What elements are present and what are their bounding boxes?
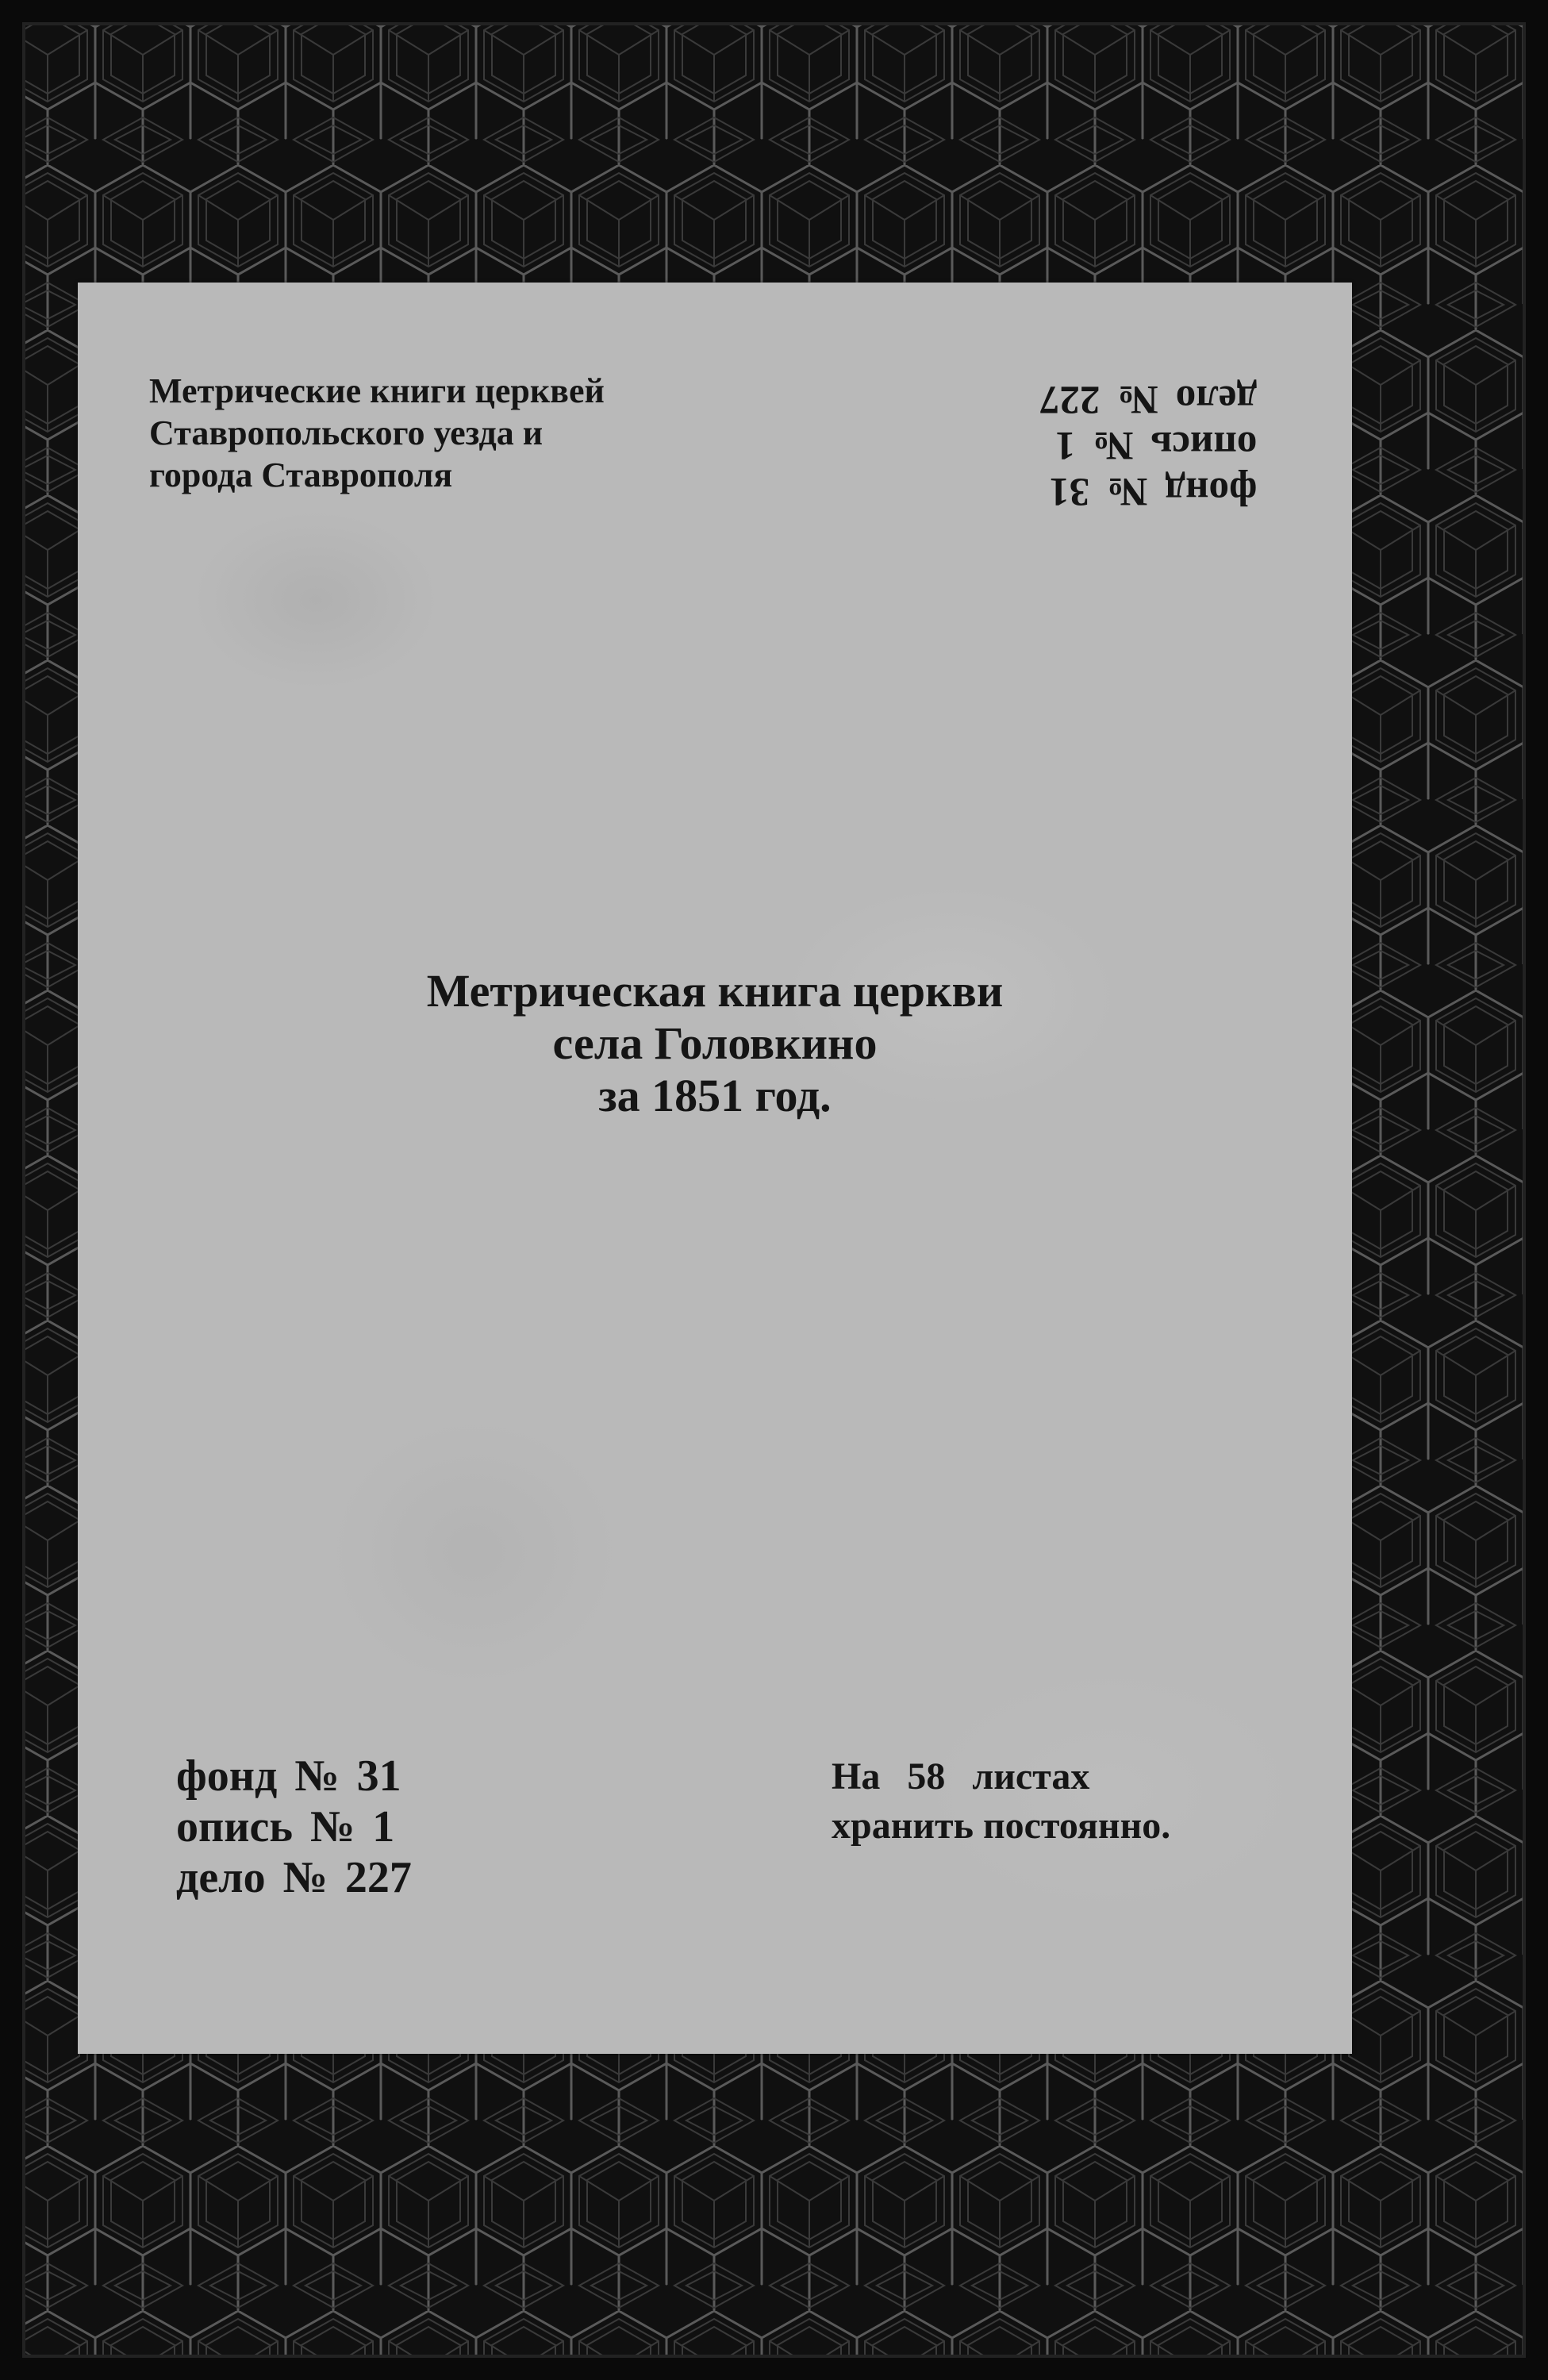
fond-label: фонд	[176, 1751, 278, 1801]
inverted-delo-line	[1039, 376, 1257, 422]
sheet-count-suffix: листах	[972, 1755, 1090, 1797]
opis-label: опись	[176, 1802, 293, 1851]
inverted-opis-sign: №	[1092, 423, 1134, 467]
inverted-fond-label: фонд	[1165, 469, 1257, 513]
sheet-count-value: 58	[907, 1755, 946, 1797]
book-title	[78, 965, 1352, 1122]
opis-sign: №	[310, 1802, 355, 1851]
inverted-opis-value: 1	[1054, 423, 1075, 467]
delo-label: дело	[176, 1853, 266, 1902]
inverted-fond-line	[1039, 468, 1257, 514]
opis-line	[176, 1801, 412, 1852]
inverted-archive-label	[1039, 376, 1257, 514]
inverted-delo-sign: №	[1117, 377, 1158, 421]
sheet-count-line	[832, 1752, 1170, 1801]
opis-value: 1	[372, 1802, 395, 1851]
book-title-line: села Головкино	[552, 1017, 878, 1069]
storage-note	[832, 1752, 1170, 1851]
archive-cover-sheet	[78, 283, 1352, 2054]
delo-value: 227	[344, 1853, 412, 1902]
collection-header-line: города Ставрополя	[149, 456, 453, 494]
collection-header	[149, 370, 605, 496]
inverted-delo-value: 227	[1039, 377, 1101, 421]
retention-note: хранить постоянно.	[832, 1805, 1171, 1847]
inverted-fond-sign: №	[1106, 469, 1148, 513]
fond-value: 31	[356, 1751, 401, 1801]
book-title-line: Метрическая книга церкви	[426, 965, 1004, 1017]
sheet-count-prefix: На	[832, 1755, 881, 1797]
inverted-opis-line	[1039, 422, 1257, 468]
fond-line	[176, 1751, 412, 1801]
fond-sign: №	[294, 1751, 340, 1801]
archive-label	[176, 1751, 412, 1903]
inverted-opis-label: опись	[1150, 423, 1257, 467]
book-title-line: за 1851 год.	[598, 1070, 832, 1121]
inverted-fond-value: 31	[1048, 469, 1089, 513]
delo-line	[176, 1852, 412, 1903]
collection-header-line: Метрические книги церквей	[149, 371, 605, 410]
delo-sign: №	[282, 1853, 328, 1902]
inverted-delo-label: дело	[1175, 377, 1257, 421]
collection-header-line: Ставропольского уезда и	[149, 413, 544, 452]
